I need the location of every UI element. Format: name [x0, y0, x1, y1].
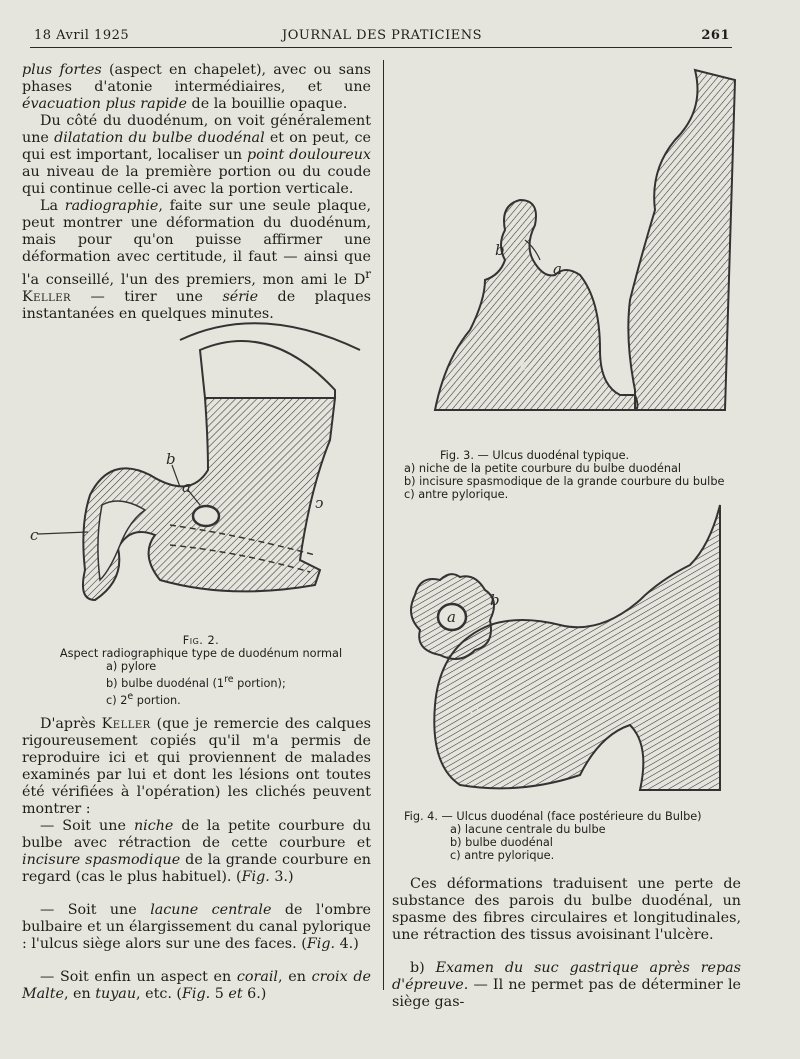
- paragraph-1: plus fortes (aspect en chapelet), avec ou sans phases d'atonie intermédiaires, et une évacuation plus rapide de la bouillie opaque.: [22, 62, 372, 112]
- right-paragraph-2: b) Examen du suc gastrique après repas d'épreuve. — Il ne permet pas de déterminer le siège gas-: [392, 960, 742, 1010]
- page-number: 261: [701, 28, 730, 43]
- fig4-item-b: b) bulbe duodénal: [450, 836, 553, 849]
- left-column-top: [22, 62, 371, 323]
- journal-title: JOURNAL DES PRATICIENS: [282, 28, 482, 43]
- fig3-label-a: a: [553, 260, 562, 278]
- issue-date: 18 Avril 1925: [34, 28, 130, 43]
- fig3-label-c: c: [520, 356, 529, 374]
- fig3-title: Fig. 3. — Ulcus duodénal typique.: [440, 449, 630, 462]
- fig2-label-d: ↄ: [315, 494, 324, 512]
- header-rule: [30, 47, 732, 48]
- figure-4-drawing: [400, 505, 730, 800]
- fig4-item-c: c) antre pylorique.: [450, 849, 555, 862]
- column-rule: [383, 60, 384, 990]
- fig4-title: Fig. 4. — Ulcus duodénal (face postérieure du Bulbe): [404, 810, 702, 823]
- fig3-item-b: b) incisure spasmodique de la grande courbure du bulbe: [404, 475, 725, 488]
- paragraph-3: La radiographie, faite sur une seule plaque, peut montrer une déformation du duodénum, mais pour qu'on puisse affirmer une déformation avec certitude, il faut — ainsi que l'a conseillé, l'un des premiers, mon ami le $D^r$ Keller — tirer une série de plaques instantanées en quelques minutes.: [22, 198, 371, 322]
- fig4-label-c: c: [470, 701, 479, 719]
- fig3-label-b: b: [495, 241, 505, 259]
- figure-3-caption: [404, 449, 749, 501]
- fig3-item-a: a) niche de la petite courbure du bulbe duodénal: [404, 462, 682, 475]
- figure-2-caption: [36, 634, 366, 707]
- paragraph-5: — Soit une niche de la petite courbure du bulbe avec rétraction de cette courbure et incisure spasmodique de la grande courbure en regard (cas le plus habituel). (Fig. 3.): [22, 818, 371, 885]
- fig4-label-a: a: [447, 608, 456, 626]
- fig2-item-c: c) 2e portion.: [106, 690, 181, 707]
- figure-3-drawing: [425, 60, 755, 440]
- fig2-label-a: a: [182, 478, 191, 496]
- fig4-label-b: b: [490, 591, 500, 609]
- paragraph-2: Du côté du duodénum, on voit généralement une dilatation du bulbe duodénal et on peut, ce qui est important, localiser un point douloureux au niveau de la première portion ou du coude qui continue celle-ci avec la portion verticale.: [22, 113, 372, 197]
- fig2-label-c: c: [30, 526, 39, 544]
- figure-2-drawing: [30, 300, 375, 620]
- figure-4-caption: [404, 810, 749, 862]
- paragraph-4: D'après Keller (que je remercie des calques rigoureusement copiés qu'il m'a permis de reproduire ici et qui proviennent de malades examinés par lui et dont les lésions ont toutes été vérifiées à l'opération) les clichés peuvent montrer :: [22, 716, 371, 817]
- right-paragraph-1: Ces déformations traduisent une perte de substance des parois du bulbe duodénal, un spasme des fibres circulaires et longitudinales, une rétraction des tissus avoisinant l'ulcère.: [392, 876, 741, 943]
- fig2-item-b: b) bulbe duodénal (1re portion);: [106, 674, 286, 690]
- page-header: [34, 28, 730, 48]
- fig4-item-a: a) lacune centrale du bulbe: [450, 823, 606, 836]
- fig2-label-b: b: [166, 450, 176, 468]
- paragraph-6: — Soit une lacune centrale de l'ombre bulbaire et un élargissement du canal pylorique : l'ulcus siège alors sur une des faces. (Fig. 4.): [22, 902, 372, 952]
- left-column-bottom: [22, 716, 371, 1003]
- fig2-item-a: a) pylore: [106, 660, 157, 673]
- right-column-bottom: [392, 876, 741, 1011]
- paragraph-7: — Soit enfin un aspect en corail, en croix de Malte, en tuyau, etc. (Fig. 5 et 6.): [22, 969, 371, 1002]
- fig3-item-c: c) antre pylorique.: [404, 488, 509, 501]
- fig2-title: Fig. 2.: [182, 634, 220, 647]
- fig2-line1: Aspect radiographique type de duodénum normal: [59, 647, 343, 660]
